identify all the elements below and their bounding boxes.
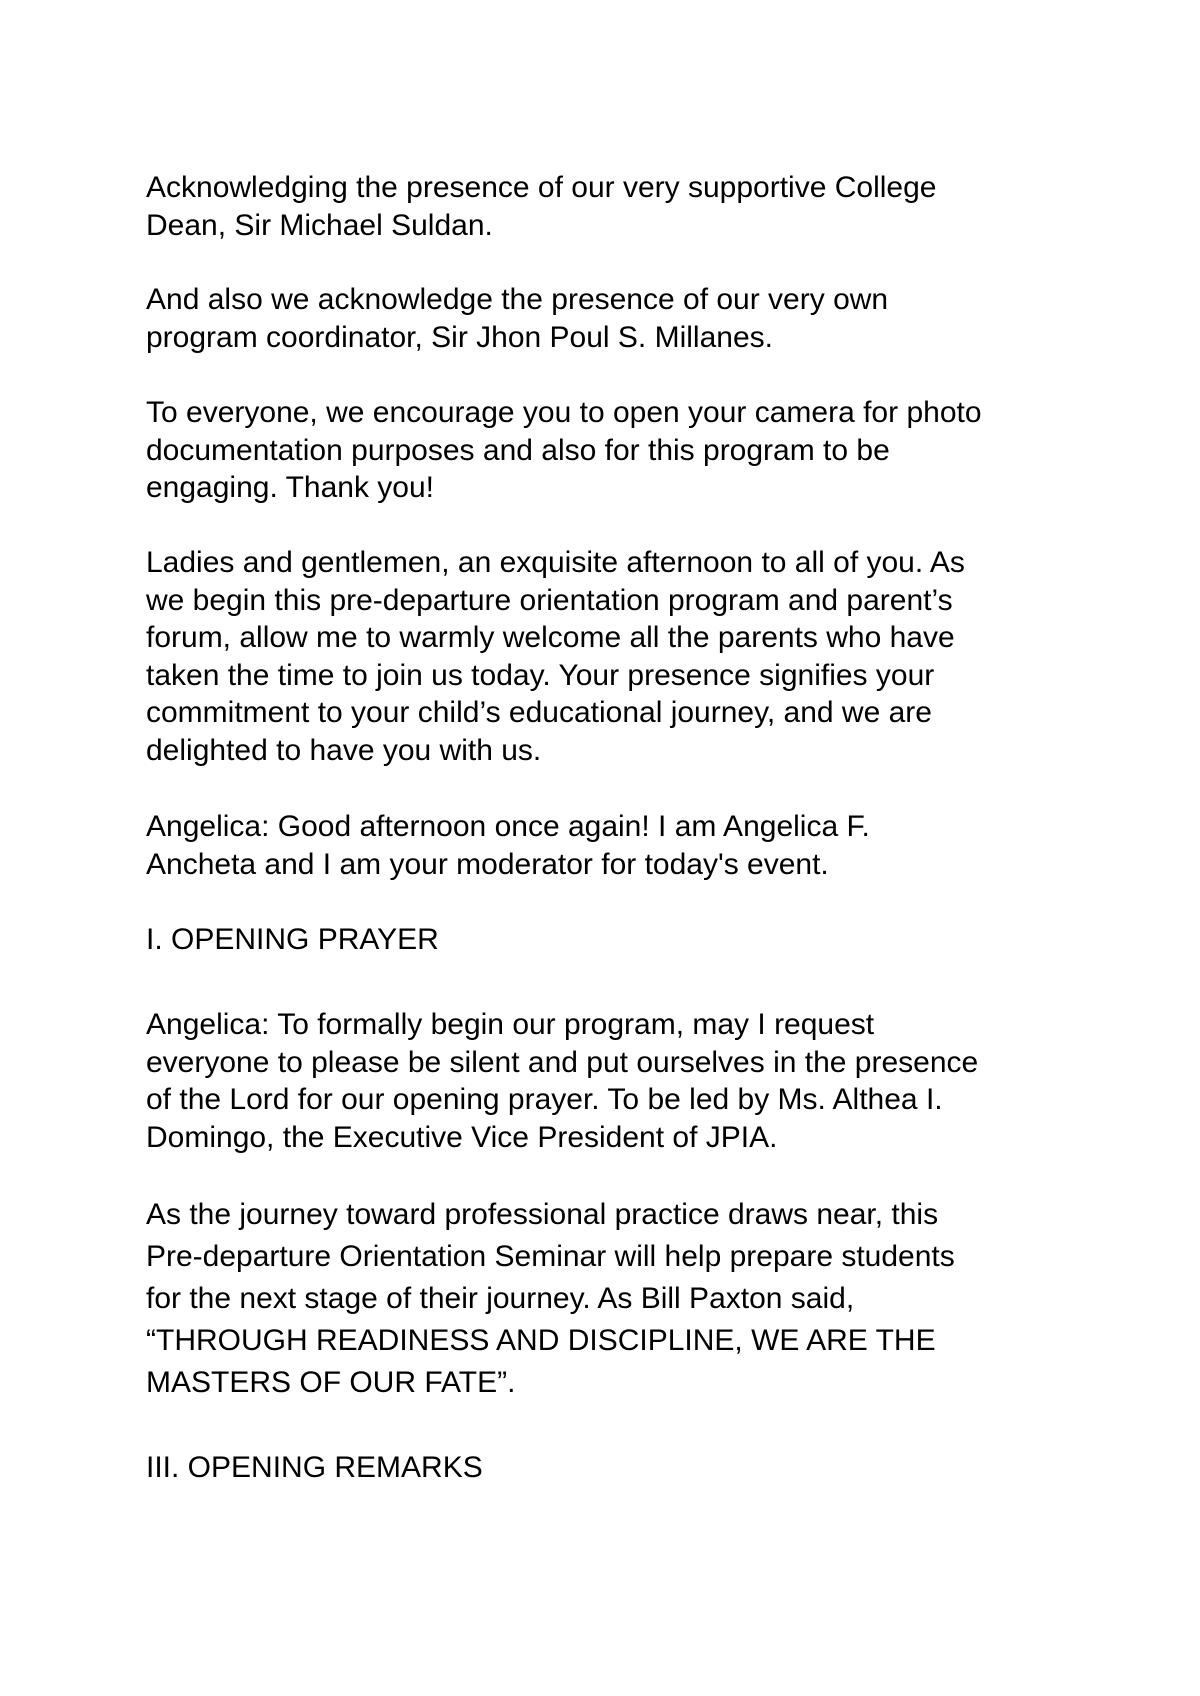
paragraph-welcome: Ladies and gentlemen, an exquisite afternoon to all of you. As we begin this pre-departure orientation program and parent’s forum, allow me to warmly welcome all the parents who have taken the time to join us today. Your presence signifies your commitment to your child’s educational journey, and we are delighted to have you with us. <box>146 546 965 767</box>
paragraph-opening-prayer-request: Angelica: To formally begin our program, may I request everyone to please be silent and put ourselves in the presence of the Lord for our opening prayer. To be led by Ms. Althea I. Domingo, the Executive Vice President of JPIA. <box>146 1008 979 1154</box>
section-heading-opening-remarks: III. OPENING REMARKS <box>146 1451 483 1484</box>
paragraph-seminar-quote: As the journey toward professional practice draws near, this Pre-departure Orientation Seminar will help prepare students for the next stage of their journey. As Bill Paxton said, “THROUGH READINESS AND DISCIPLINE, WE ARE THE MASTERS OF OUR FATE”. <box>146 1198 955 1399</box>
paragraph-coordinator-acknowledgement: And also we acknowledge the presence of our very own program coordinator, Sir Jhon Poul S. Millanes. <box>146 283 889 354</box>
paragraph-moderator-intro: Angelica: Good afternoon once again! I am Angelica F. Ancheta and I am your moderator for today's event. <box>146 810 870 881</box>
paragraph-camera-request: To everyone, we encourage you to open your camera for photo documentation purposes and also for this program to be engaging. Thank you! <box>146 396 982 504</box>
paragraph-dean-acknowledgement: Acknowledging the presence of our very supportive College Dean, Sir Michael Suldan. <box>146 171 937 242</box>
section-heading-opening-prayer: I. OPENING PRAYER <box>146 923 439 956</box>
